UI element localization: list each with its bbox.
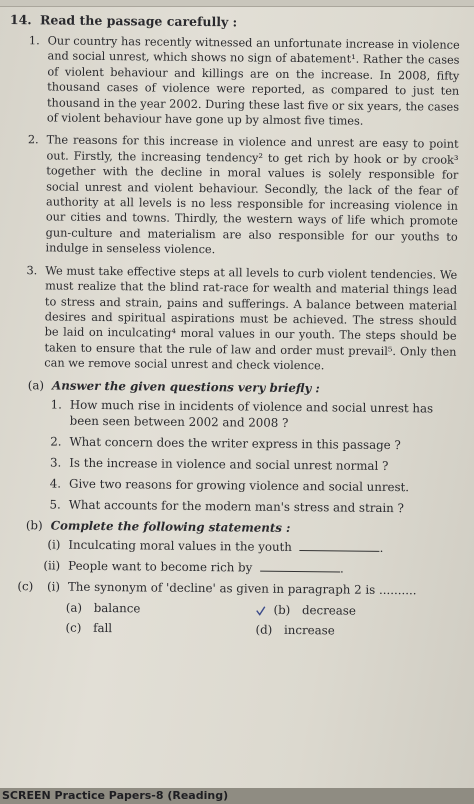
item-text: People want to become rich by xyxy=(68,558,253,575)
paragraph-text: The reasons for this increase in violence and unrest are easy to point out. Firstly, the increasing tendency² to get rich by hook or by crook³ together with the decline in moral values is solely responsible for social unrest and violent behaviour. Secondly, the lack of the fear of authority at all levels is no less responsible for increasing violence in our cities and towns. Thirdly, the western ways of life which promote gun-culture and materialism are also responsible for our youths to indulge in senseless violence. xyxy=(45,133,459,257)
mcq-option-selected[interactable] xyxy=(256,601,406,619)
option-text: fall xyxy=(93,620,113,635)
mcq-labels xyxy=(4,578,68,595)
question-item-text: Is the increase in violence and social unrest normal ? xyxy=(69,455,389,473)
section-title: Complete the following statements : xyxy=(50,517,291,535)
option-label: (d) xyxy=(255,622,273,637)
option-text: balance xyxy=(93,600,141,615)
question-title xyxy=(10,12,466,32)
item-number: (ii) xyxy=(43,557,61,573)
section-a-heading xyxy=(6,378,462,397)
question-item-text: What concern does the writer express in this passage ? xyxy=(69,434,401,452)
paragraph-text: Our country has recently witnessed an unfortunate increase in violence and social unrest, which shows no sign of abatement¹. Rather the cases of violent behaviour and killings are on the increase. In 2008, fifty thousand cases of violence were reported, as compared to just ten thousand in the year 2002. During these last five or six years, the cases of violent behaviour have gone up by almost five times. xyxy=(46,34,460,128)
question-item xyxy=(5,496,461,517)
mcq-option[interactable] xyxy=(65,619,215,637)
sub-label: (i) xyxy=(46,578,61,594)
paragraph-text: We must take effective steps at all levels to curb violent tendencies. We must realize that the blind rat-race for wealth and material things lead to stress and strain, pains and sufferings. A balance between material desires and spiritual aspirations must be achieved. The stress should be laid on inculcating⁴ moral values in our youth. The steps should be taken to ensure that the rule of law and order must prevail⁵. Only then can we remove social unrest and check violence. xyxy=(44,264,458,373)
item-body xyxy=(68,557,460,577)
section-b-items xyxy=(4,536,460,578)
question-item xyxy=(5,433,461,454)
answer-blank[interactable] xyxy=(300,540,380,552)
question-item-number: 1. xyxy=(50,396,62,412)
section-title: Answer the given questions very briefly : xyxy=(52,377,320,395)
section-label: (c) xyxy=(17,578,34,593)
question-item xyxy=(5,475,461,496)
mcq-option[interactable] xyxy=(66,599,216,617)
item-text: Inculcating moral values in the youth xyxy=(68,537,293,554)
item-body xyxy=(68,536,460,556)
mcq-text: The synonym of 'decline' as given in paragraph 2 is .......... xyxy=(67,579,417,597)
question-item-number: 5. xyxy=(49,496,61,512)
book-footer: SCREEN Practice Papers-8 (Reading) xyxy=(0,788,474,804)
section-b-heading xyxy=(5,518,461,537)
question-item-text: Give two reasons for growing violence and social unrest. xyxy=(68,476,410,494)
mcq-option[interactable] xyxy=(255,621,405,639)
passage-paragraph-3 xyxy=(6,263,463,376)
fill-in-item xyxy=(4,536,460,557)
section-label: (b) xyxy=(25,517,43,532)
paragraph-number: 1. xyxy=(28,34,40,48)
section-label: (a) xyxy=(27,377,45,392)
question-item xyxy=(5,454,461,475)
passage xyxy=(6,33,466,375)
option-label: (a) xyxy=(65,600,83,615)
mcq-item xyxy=(4,578,460,599)
page-top-edge xyxy=(0,0,474,7)
question-heading: Read the passage carefully : xyxy=(39,12,238,30)
option-text: increase xyxy=(283,622,335,637)
item-number: (i) xyxy=(47,536,61,552)
question-item-number: 4. xyxy=(49,475,62,491)
option-label: (b) xyxy=(273,602,291,617)
section-c xyxy=(3,578,460,640)
mcq-options xyxy=(65,599,459,639)
fill-in-item xyxy=(4,557,460,578)
question-item-number: 3. xyxy=(49,454,62,470)
passage-paragraph-1 xyxy=(9,33,466,130)
option-label: (c) xyxy=(65,620,82,635)
question-item xyxy=(6,396,462,433)
question-item-text: How much rise in incidents of violence and social unrest has been seen between 2002 and 2008 ? xyxy=(69,397,434,430)
item-end: . xyxy=(339,561,344,576)
worksheet xyxy=(3,12,465,639)
paragraph-number: 2. xyxy=(27,133,39,147)
section-a-questions xyxy=(5,396,462,517)
option-text: decrease xyxy=(301,602,356,618)
answer-blank[interactable] xyxy=(260,560,340,572)
paragraph-number: 3. xyxy=(26,263,38,277)
question-item-text: What accounts for the modern man's stress and strain ? xyxy=(68,497,404,515)
question-item-number: 2. xyxy=(50,433,62,449)
tick-mark-icon xyxy=(256,605,266,615)
question-number: 14. xyxy=(9,12,32,28)
passage-paragraph-2 xyxy=(7,132,464,260)
item-end: . xyxy=(379,540,384,555)
